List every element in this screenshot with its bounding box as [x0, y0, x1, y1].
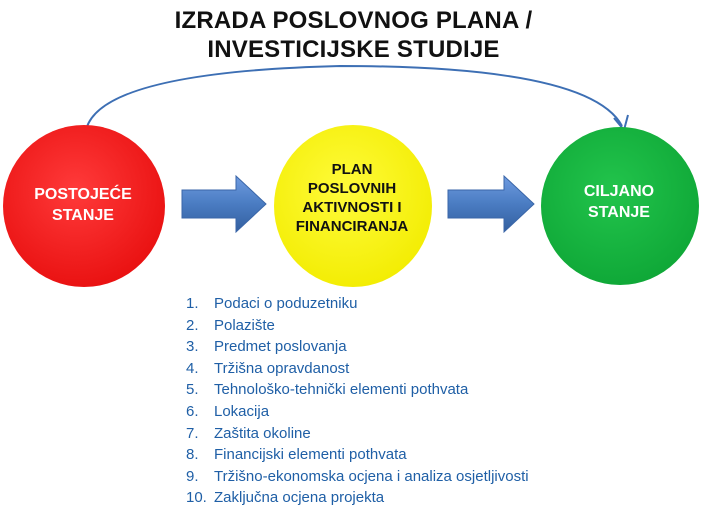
step-text: Polazište: [214, 316, 275, 334]
current-state-label: [0, 184, 166, 226]
step-text: Lokacija: [214, 402, 270, 420]
list-item: [186, 293, 529, 315]
plan-line-2: POSLOVNIH: [307, 180, 397, 197]
step-number: 7.: [186, 424, 199, 442]
step-number: 1.: [186, 295, 199, 312]
step-number: 8.: [186, 446, 199, 464]
list-item: [186, 379, 529, 401]
list-item: [186, 358, 529, 380]
step-text: Tehnološko-tehnički elementi pothvata: [214, 381, 469, 399]
step-text: Tržišno-ekonomska ocjena i analiza osjetljivosti: [214, 467, 529, 485]
step-number: 10.: [186, 489, 207, 507]
plan-line-3: AKTIVNOSTI I: [302, 199, 402, 216]
title-line-1: IZRADA POSLOVNOG PLANA /: [174, 7, 533, 34]
arrow-plan-to-target: [448, 176, 534, 232]
list-item: [186, 487, 529, 509]
step-number: 9.: [186, 467, 199, 485]
title-line-2: INVESTICIJSKE STUDIJE: [207, 36, 500, 63]
plan-line-1: PLAN: [331, 161, 373, 178]
current-state-line-2: STANJE: [52, 207, 114, 224]
list-item: [186, 401, 529, 423]
plan-line-4: FINANCIRANJA: [295, 218, 409, 235]
target-state-line-2: STANJE: [588, 204, 650, 221]
step-number: 5.: [186, 381, 199, 399]
feedback-arc: [86, 66, 622, 130]
step-text: Tržišna opravdanost: [214, 359, 350, 377]
plan-label: [274, 160, 430, 236]
step-text: Zaštita okoline: [214, 424, 311, 442]
step-number: 4.: [186, 359, 199, 377]
step-number: 3.: [186, 338, 199, 356]
steps-list: [186, 293, 529, 509]
list-item: [186, 336, 529, 358]
list-item: [186, 423, 529, 445]
current-state-line-1: POSTOJEĆE: [34, 186, 132, 203]
step-text: Financijski elementi pothvata: [214, 446, 407, 464]
step-text: Podaci o poduzetniku: [214, 295, 358, 312]
step-number: 6.: [186, 402, 199, 420]
step-text: Predmet poslovanja: [214, 338, 347, 356]
arrow-current-to-plan: [182, 176, 266, 232]
step-text: Zaključna ocjena projekta: [214, 489, 385, 507]
list-item: [186, 466, 529, 488]
list-item: [186, 315, 529, 337]
list-item: [186, 444, 529, 466]
target-state-label: [543, 181, 695, 223]
step-number: 2.: [186, 316, 199, 334]
target-state-line-1: CILJANO: [583, 183, 655, 200]
